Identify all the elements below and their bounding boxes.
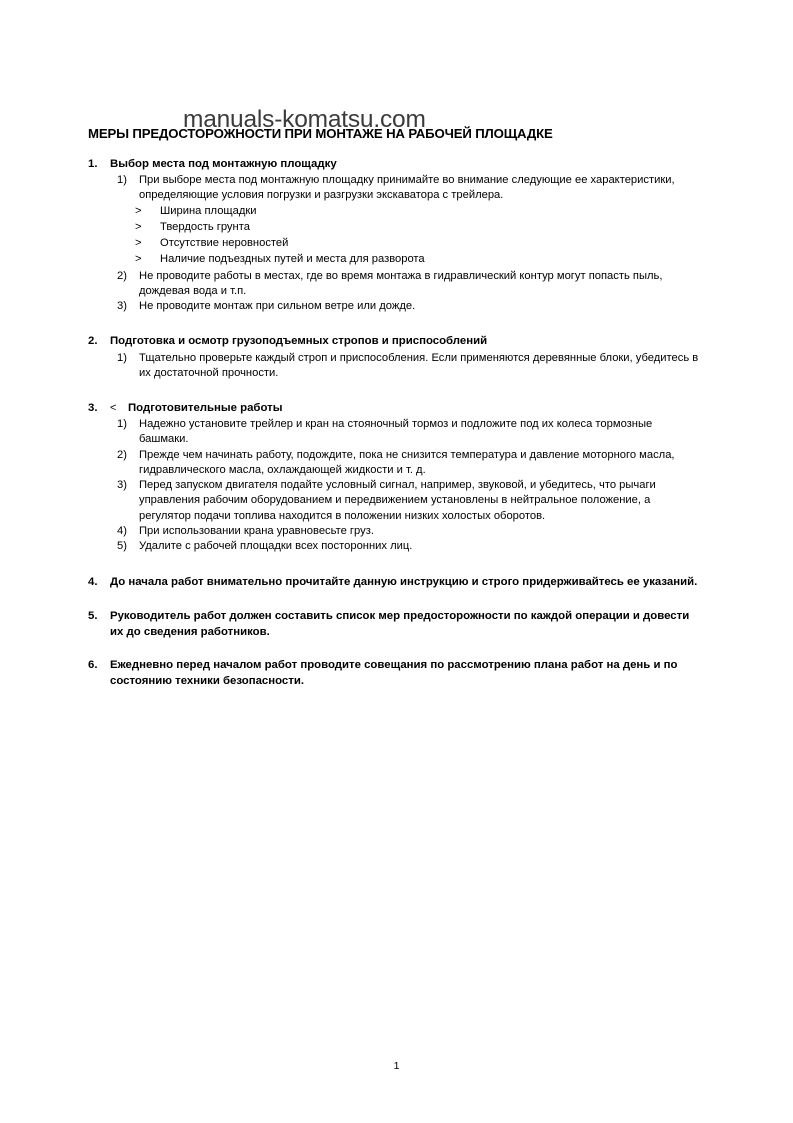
section-1-title: Выбор места под монтажную площадку bbox=[110, 157, 337, 170]
item-number: 4) bbox=[117, 524, 127, 537]
list-item bbox=[88, 478, 702, 524]
list-item bbox=[88, 220, 702, 236]
section-2-number: 2. bbox=[88, 335, 98, 348]
list-item bbox=[88, 539, 702, 554]
section-1-items bbox=[88, 173, 702, 203]
list-item bbox=[88, 173, 702, 203]
section-1-number: 1. bbox=[88, 157, 98, 170]
bullet-text: Отсутствие неровностей bbox=[160, 236, 289, 249]
item-number: 2) bbox=[117, 269, 127, 282]
section-3-title: Подготовительные работы bbox=[128, 402, 283, 415]
bullet-text: Наличие подъездных путей и места для разворота bbox=[160, 252, 425, 265]
bullet-marker-icon: > bbox=[135, 236, 142, 249]
bullet-text: Ширина площадки bbox=[160, 205, 257, 218]
section-4-number: 4. bbox=[88, 576, 98, 589]
list-item bbox=[88, 524, 702, 539]
section-1 bbox=[88, 157, 702, 315]
section-6 bbox=[88, 657, 702, 689]
item-text: Не проводите работы в местах, где во время монтажа в гидравлический контур могут попасть пыль, дождевая вода и т.п. bbox=[139, 269, 663, 297]
item-text: Не проводите монтаж при сильном ветре или дожде. bbox=[139, 300, 416, 313]
list-item bbox=[88, 299, 702, 314]
item-text: При выборе места под монтажную площадку принимайте во внимание следующие ее характеристики, определяющие условия погрузки и разгрузки экскаватора с трейлера. bbox=[139, 173, 675, 201]
item-number: 5) bbox=[117, 540, 127, 553]
item-text: При использовании крана уравновесьте груз. bbox=[139, 524, 374, 537]
item-number: 1) bbox=[117, 418, 127, 431]
section-2-title: Подготовка и осмотр грузоподъемных стропов и приспособлений bbox=[110, 335, 488, 348]
page-number: 1 bbox=[393, 1060, 400, 1072]
bullet-marker-icon: > bbox=[135, 221, 142, 234]
section-4-text: До начала работ внимательно прочитайте данную инструкцию и строго придерживайтесь ее указаний. bbox=[110, 576, 698, 589]
section-3-items bbox=[88, 417, 702, 554]
bullet-marker-icon: > bbox=[135, 205, 142, 218]
item-number: 2) bbox=[117, 448, 127, 461]
item-text: Перед запуском двигателя подайте условный сигнал, например, звуковой, и убедитесь, что рычаги управления рабочим оборудованием и передвижением установлены в нейтральное положение, а регулятор подачи топлива находится в положении низких холостых оборотов. bbox=[139, 479, 656, 522]
list-item bbox=[88, 448, 702, 478]
bullet-marker-icon: > bbox=[135, 252, 142, 265]
section-2-items bbox=[88, 351, 702, 381]
section-3-marker-icon: < bbox=[110, 402, 117, 415]
list-item bbox=[88, 236, 702, 252]
section-1-heading bbox=[88, 157, 702, 172]
section-5-number: 5. bbox=[88, 609, 98, 622]
bullet-text: Твердость грунта bbox=[160, 221, 250, 234]
list-item bbox=[88, 252, 702, 268]
item-number: 1) bbox=[117, 173, 127, 186]
section-3-number: 3. bbox=[88, 402, 98, 415]
item-text: Надежно установите трейлер и кран на стояночный тормоз и подложите под их колеса тормозные башмаки. bbox=[139, 418, 653, 446]
list-item bbox=[88, 269, 702, 299]
section-6-text: Ежедневно перед началом работ проводите совещания по рассмотрению плана работ на день и по состоянию техники безопасности. bbox=[110, 658, 678, 688]
section-3-heading bbox=[88, 401, 702, 416]
item-number: 1) bbox=[117, 351, 127, 364]
watermark-text: manuals-komatsu.com bbox=[183, 106, 426, 133]
list-item bbox=[88, 417, 702, 447]
list-item bbox=[88, 351, 702, 381]
item-text: Тщательно проверьте каждый строп и приспособления. Если применяются деревянные блоки, убедитесь в их достаточной прочности. bbox=[139, 351, 699, 379]
section-2-heading bbox=[88, 334, 702, 349]
section-5-text: Руководитель работ должен составить список мер предосторожности по каждой операции и довести их до сведения работников. bbox=[110, 609, 690, 638]
page-title: МЕРЫ ПРЕДОСТОРОЖНОСТИ ПРИ МОНТАЖЕ НА РАБОЧЕЙ ПЛОЩАДКЕ bbox=[88, 126, 553, 141]
section-4 bbox=[88, 574, 702, 590]
section-3 bbox=[88, 401, 702, 554]
item-text: Прежде чем начинать работу, подождите, пока не снизится температура и давление моторного масла, гидравлического масла, охлаждающей жидкости и т. д. bbox=[139, 448, 675, 476]
list-item bbox=[88, 204, 702, 220]
section-1-items-rest bbox=[88, 269, 702, 315]
item-number: 3) bbox=[117, 300, 127, 313]
section-2 bbox=[88, 334, 702, 381]
section-5 bbox=[88, 608, 702, 640]
item-number: 3) bbox=[117, 479, 127, 492]
section-6-number: 6. bbox=[88, 658, 98, 671]
document-content bbox=[88, 126, 702, 689]
section-1-item-1-bullets bbox=[88, 204, 702, 268]
item-text: Удалите с рабочей площадки всех посторонних лиц. bbox=[139, 540, 413, 553]
